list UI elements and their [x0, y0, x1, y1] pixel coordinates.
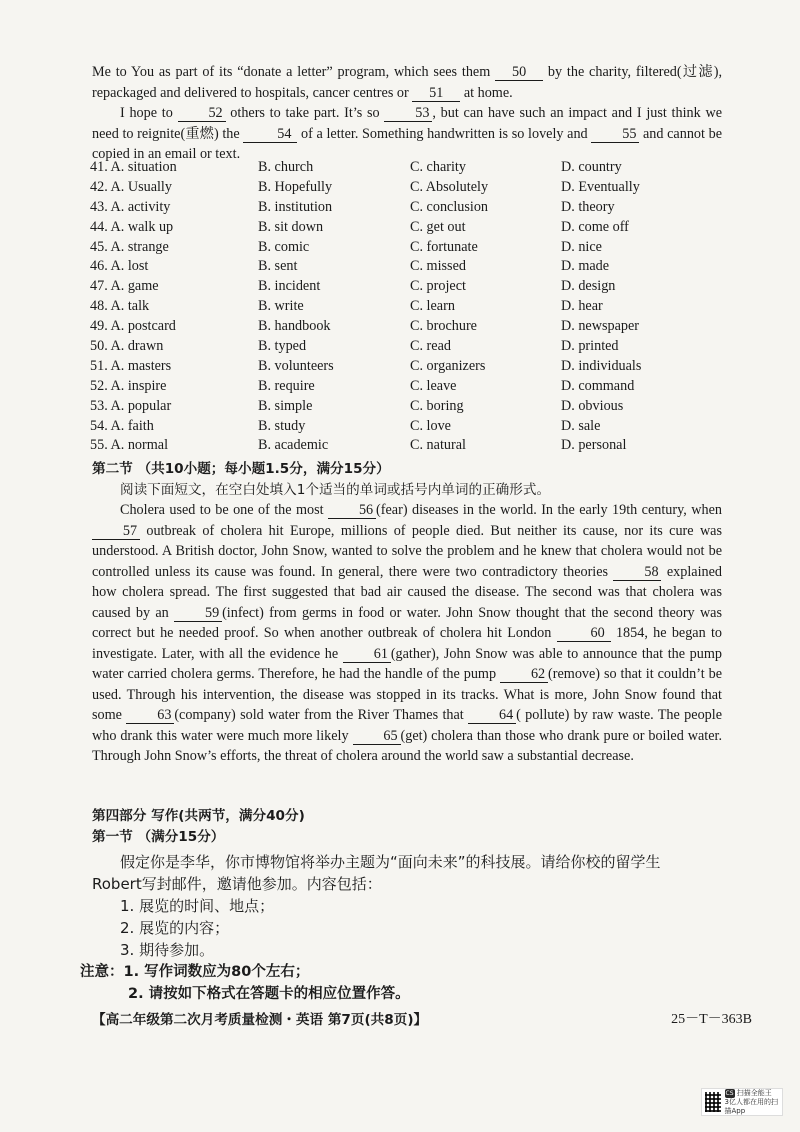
option-row: 41. A. situation B. church C. charity D. country — [90, 159, 622, 175]
option-row: 44. A. walk up B. sit down C. get out D. come off — [90, 218, 629, 235]
blank-52: 52 — [178, 105, 226, 122]
option-row: 51. A. masters B. volunteers C. organizers D. individuals — [90, 357, 642, 374]
note-line2: 2. 请按如下格式在答题卡的相应位置作答。 — [128, 986, 410, 1002]
option-row: 53. A. popular B. simple C. boring D. obvious — [90, 397, 624, 414]
content-item-1: 1. 展览的时间、地点； — [120, 897, 275, 915]
option-row: 48. A. talk B. write C. learn D. hear — [90, 298, 603, 315]
blank-53: 53 — [384, 105, 432, 122]
options-table — [90, 158, 740, 456]
option-row: 54. A. faith B. study C. love D. sale — [90, 417, 601, 434]
footer-code: 25－T－363B — [671, 1012, 752, 1027]
section2-instruction: 阅读下面短文，在空白处填入1个适当的单词或括号内单词的正确形式。 — [120, 482, 551, 498]
footer-title: 【高二年级第二次月考质量检测・英语 第7页(共8页)】 — [92, 1012, 428, 1028]
option-row: 55. A. normal B. academic C. natural D. personal — [90, 437, 627, 454]
watermark-tagline: 3亿人都在用的扫描App — [724, 1097, 778, 1115]
option-row: 47. A. game B. incident C. project D. design — [90, 278, 616, 295]
option-row: 49. A. postcard B. handbook C. brochure D. newspaper — [90, 318, 640, 335]
option-row: 43. A. activity B. institution C. conclusion D. theory — [90, 198, 615, 215]
blank-57: 57 — [92, 523, 140, 540]
blank-60: 60 — [557, 625, 611, 642]
blank-51: 51 — [412, 85, 460, 102]
blank-58: 58 — [613, 564, 661, 581]
section2-heading: 第二节 （共10小题；每小题1.5分，满分15分） — [92, 461, 390, 477]
option-row: 50. A. drawn B. typed C. read D. printed — [90, 338, 619, 355]
blank-56: 56 — [328, 502, 376, 519]
blank-55: 55 — [591, 126, 639, 143]
passage-final-paragraph: I hope to 52 others to take part. It’s so 53 , but can have such an impact and I just think we need to reignite(重燃) the 54 of a letter. Something handwritten is so lovely and 55 and cannot be copied in an email or text. — [92, 105, 723, 162]
blank-62: 62 — [500, 666, 548, 683]
blank-64: 64 — [468, 707, 516, 724]
blank-54: 54 — [243, 126, 297, 143]
blank-59: 59 — [174, 605, 222, 622]
cholera-passage: Cholera used to be one of the most 56 (fear) diseases in the world. In the early 19th century, when 57 outbreak of cholera hit Europe, millions of people died. But neither its cause, nor its cure was understood. A British doctor, John Snow, wanted to solve the problem and he knew that cholera would not be controlled unless its cause was found. In general, there were two contradictory theories 58 explained how cholera spread. The first suggested that bad air caused the disease. The second was that cholera was caused by an 59 (infect) from germs in food or water. John Snow thought that the second theory was correct but he needed proof. So when another outbreak of cholera hit London 60 1854, he began to investigate. Later, with all the evidence he 61 (gather), John Snow was able to announce that the pump water carried cholera germs. Therefore, he had the handle of the pump 62 (remove) so that it couldn’t be used. Through his intervention, the disease was stopped in its tracks. What is more, John Snow found that some 63 (company) sold water from the River Thames that 64 ( pollute) by raw waste. The people who drank this water were much more likely 65 (get) cholera than those who drank pure or boiled water. Through John Snow’s efforts, the threat of cholera around the world saw a substantial decrease. — [92, 502, 723, 764]
page-footer — [92, 1008, 752, 1028]
part4-section1-heading: 第一节 （满分15分） — [92, 829, 225, 845]
option-row: 45. A. strange B. comic C. fortunate D. nice — [90, 238, 602, 255]
blank-65: 65 — [353, 728, 401, 745]
scanner-watermark — [701, 1088, 783, 1116]
blank-63: 63 — [126, 707, 174, 724]
option-row: 52. A. inspire B. require C. leave D. command — [90, 377, 635, 394]
option-row: 42. A. Usually B. Hopefully C. Absolutely D. Eventually — [90, 178, 640, 195]
camscanner-logo: CS — [725, 1089, 734, 1097]
content-item-3: 3. 期待参加。 — [120, 941, 215, 959]
writing-prompt-line2: Robert写封邮件，邀请他参加。内容包括： — [92, 875, 382, 893]
content-item-2: 2. 展览的内容； — [120, 919, 230, 937]
note-line1: 注意：1. 写作词数应为80个左右； — [80, 964, 310, 980]
blank-50: 50 — [495, 64, 543, 81]
writing-prompt-line1: 假定你是李华，你市博物馆将举办主题为“面向未来”的科技展。请给你校的留学生 — [120, 853, 661, 871]
qr-code-icon — [705, 1092, 721, 1112]
passage-end: Me to You as part of its “donate a letter” program, which sees them 50 by the charity, filtered(过滤), repackaged and delivered to hospitals, cancer centres or 51 at home. — [92, 64, 723, 101]
blank-61: 61 — [343, 646, 391, 663]
part4-heading: 第四部分 写作(共两节，满分40分) — [92, 808, 305, 824]
option-row: 46. A. lost B. sent C. missed D. made — [90, 258, 610, 275]
watermark-name: 扫描全能王 — [736, 1088, 772, 1097]
